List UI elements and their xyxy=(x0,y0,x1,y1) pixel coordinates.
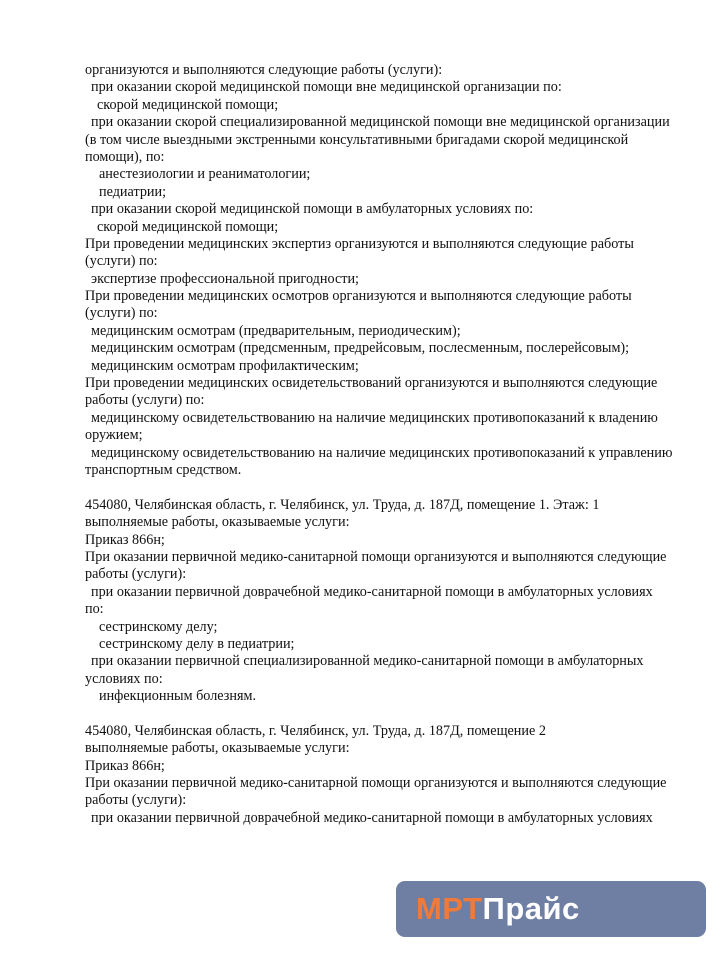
logo-part-price: Прайс xyxy=(482,891,580,926)
text-line: оружием; xyxy=(85,427,143,444)
text-line: помощи), по: xyxy=(85,148,165,165)
text-line: при оказании первичной доврачебной медико-санитарной помощи в амбулаторных условиях xyxy=(91,583,653,600)
text-line: Приказ 866н; xyxy=(85,531,165,548)
mrtprice-logo[interactable] xyxy=(396,881,706,937)
text-line: при оказании скорой специализированной медицинской помощи вне медицинской организации xyxy=(91,114,670,131)
document-body xyxy=(85,62,700,827)
text-line: при оказании первичной специализированной медико-санитарной помощи в амбулаторных xyxy=(91,653,644,670)
text-line: выполняемые работы, оказываемые услуги: xyxy=(85,514,350,531)
text-line: (в том числе выездными экстренными консультативными бригадами скорой медицинской xyxy=(85,131,629,148)
text-line: экспертизе профессиональной пригодности; xyxy=(91,270,359,287)
text-line: скорой медицинской помощи; xyxy=(97,218,279,235)
text-line: При проведении медицинских осмотров организуются и выполняются следующие работы xyxy=(85,288,632,305)
text-line: условиях по: xyxy=(85,670,163,687)
text-line: При проведении медицинских освидетельствований организуются и выполняются следующие xyxy=(85,375,658,392)
text-line: выполняемые работы, оказываемые услуги: xyxy=(85,740,350,757)
logo-part-mrt: МРТ xyxy=(416,891,483,926)
text-line: педиатрии; xyxy=(99,183,167,200)
text-line: медицинскому освидетельствованию на наличие медицинских противопоказаний к управлению xyxy=(91,444,673,461)
text-line: работы (услуги): xyxy=(85,566,187,583)
blank-line xyxy=(85,479,700,496)
blank-line xyxy=(85,705,700,722)
text-line: работы (услуги): xyxy=(85,792,187,809)
text-line: при оказании скорой медицинской помощи в амбулаторных условиях по: xyxy=(91,201,534,218)
text-line: инфекционным болезням. xyxy=(99,688,257,705)
text-line: При проведении медицинских экспертиз организуются и выполняются следующие работы xyxy=(85,235,634,252)
text-line: При оказании первичной медико-санитарной помощи организуются и выполняются следующие xyxy=(85,548,667,565)
text-line: медицинским осмотрам профилактическим; xyxy=(91,357,359,374)
text-line: медицинскому освидетельствованию на наличие медицинских противопоказаний к владению xyxy=(91,409,658,426)
text-line: сестринскому делу в педиатрии; xyxy=(99,635,295,652)
text-line: 454080, Челябинская область, г. Челябинск, ул. Труда, д. 187Д, помещение 2 xyxy=(85,722,546,739)
text-line: организуются и выполняются следующие работы (услуги): xyxy=(85,62,443,78)
text-line: работы (услуги) по: xyxy=(85,392,205,409)
text-line: (услуги) по: xyxy=(85,253,158,270)
text-line: (услуги) по: xyxy=(85,305,158,322)
text-line: скорой медицинской помощи; xyxy=(97,96,279,113)
text-line: транспортным средством. xyxy=(85,461,242,478)
text-line: сестринскому делу; xyxy=(99,618,218,635)
text-line: Приказ 866н; xyxy=(85,757,165,774)
text-line: анестезиологии и реаниматологии; xyxy=(99,166,311,183)
text-line: 454080, Челябинская область, г. Челябинск, ул. Труда, д. 187Д, помещение 1. Этаж: 1 xyxy=(85,496,600,513)
text-line: при оказании скорой медицинской помощи вне медицинской организации по: xyxy=(91,79,562,96)
text-line: по: xyxy=(85,601,104,618)
text-line: медицинским осмотрам (предварительным, периодическим); xyxy=(91,322,461,339)
text-line: При оказании первичной медико-санитарной помощи организуются и выполняются следующие xyxy=(85,775,667,792)
text-line: при оказании первичной доврачебной медико-санитарной помощи в амбулаторных условиях xyxy=(91,809,653,826)
text-line: медицинским осмотрам (предсменным, предрейсовым, послесменным, послерейсовым); xyxy=(91,340,630,357)
